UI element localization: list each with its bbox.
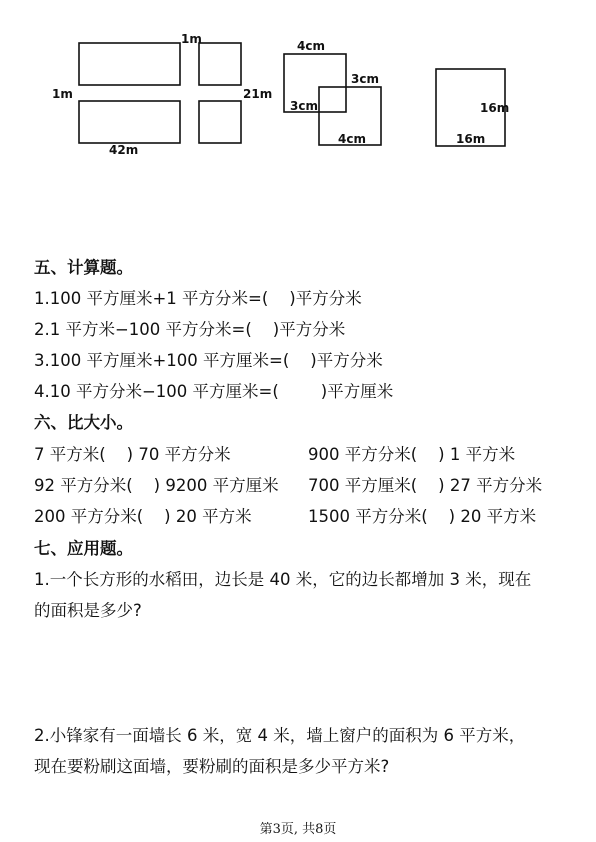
g1-bottom-label: 42m: [109, 143, 139, 157]
page-footer: 第3页, 共8页: [259, 822, 337, 837]
g1-left-label: 1m: [52, 87, 73, 101]
section5-item-3: 3.100 平方厘米+100 平方厘米=( )平方分米: [34, 351, 383, 370]
question2-line2: 现在要粉刷这面墙，要粉刷的面积是多少平方米?: [34, 757, 390, 776]
g1-right-label: 21m: [243, 87, 273, 101]
square-bottom-right: [199, 101, 241, 143]
question1-line1: 1.一个长方形的水稻田，边长是 40 米，它的边长都增加 3 米，现在: [34, 570, 532, 589]
rect-top-left: [79, 43, 180, 85]
figure-area: [0, 0, 596, 170]
g3-side-label: 16m: [480, 101, 510, 115]
g2-top-label: 4cm: [297, 39, 325, 53]
g2-right-label: 3cm: [351, 72, 379, 86]
compare-right-3: 1500 平方分米( ) 20 平方米: [308, 507, 537, 526]
g2-left-label: 3cm: [290, 99, 318, 113]
question2-line1: 2.小锋家有一面墙长 6 米，宽 4 米，墙上窗户的面积为 6 平方米，: [34, 726, 526, 745]
section6-heading: 六、比大小。: [34, 413, 133, 432]
question1-line2: 的面积是多少?: [34, 601, 142, 620]
section7-heading: 七、应用题。: [34, 539, 133, 558]
g3-bottom-label: 16m: [456, 132, 486, 146]
section5-item-2: 2.1 平方米−100 平方分米=( )平方分米: [34, 320, 346, 339]
g1-top-label: 1m: [181, 32, 202, 46]
compare-left-2: 92 平方分米( ) 9200 平方厘米: [34, 476, 279, 495]
rect-bottom-left: [79, 101, 180, 143]
compare-right-1: 900 平方分米( ) 1 平方米: [308, 445, 516, 464]
section5-item-1: 1.100 平方厘米+1 平方分米=( )平方分米: [34, 289, 362, 308]
compare-left-1: 7 平方米( ) 70 平方分米: [34, 445, 231, 464]
figure-shapes: [0, 0, 596, 170]
g2-bottom-label: 4cm: [338, 132, 366, 146]
section5-heading: 五、计算题。: [34, 258, 133, 277]
compare-right-2: 700 平方厘米( ) 27 平方分米: [308, 476, 543, 495]
compare-left-3: 200 平方分米( ) 20 平方米: [34, 507, 252, 526]
section5-item-4: 4.10 平方分米−100 平方厘米=( )平方厘米: [34, 382, 394, 401]
square-top-right: [199, 43, 241, 85]
